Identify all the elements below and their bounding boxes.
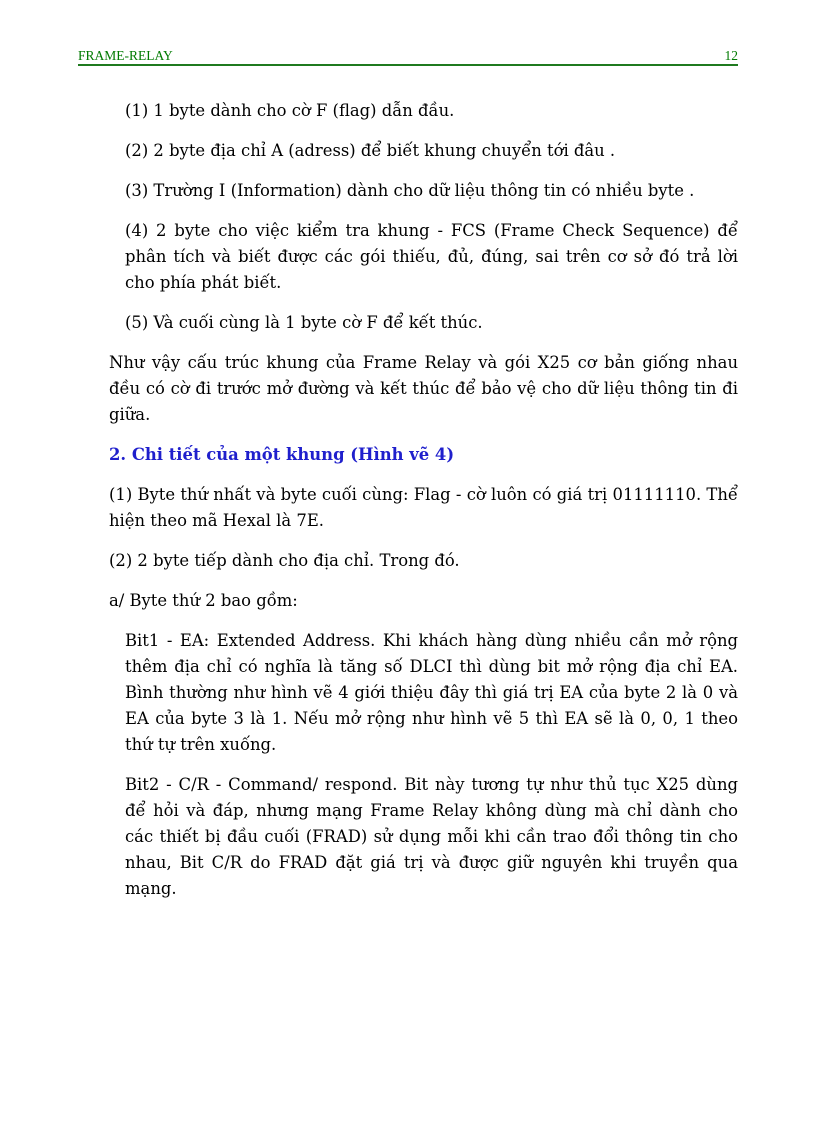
- list-item: (4) 2 byte cho việc kiểm tra khung - FCS (Frame Check Sequence) để phân tích và biết được các gói thiếu, đủ, đúng, sai trên cơ sở đó trả lời cho phía phát biết.: [125, 221, 738, 292]
- summary-paragraph: Như vậy cấu trúc khung của Frame Relay và gói X25 cơ bản giống nhau đều có cờ đi trước mở đường và kết thúc để bảo vệ cho dữ liệu thông tin đi giữa.: [109, 353, 738, 424]
- list-item: (5) Và cuối cùng là 1 byte cờ F để kết thúc.: [125, 313, 483, 332]
- header-title: FRAME-RELAY: [78, 48, 173, 63]
- document-body: [109, 98, 738, 916]
- page-header: [78, 48, 738, 66]
- detail-paragraph: a/ Byte thứ 2 bao gồm:: [109, 591, 298, 610]
- list-item: (1) 1 byte dành cho cờ F (flag) dẫn đầu.: [125, 101, 455, 120]
- detail-paragraph: (1) Byte thứ nhất và byte cuối cùng: Flag - cờ luôn có giá trị 01111110. Thể hiện theo mã Hexal là 7E.: [109, 485, 738, 530]
- bit-paragraph: Bit1 - EA: Extended Address. Khi khách hàng dùng nhiều cần mở rộng thêm địa chỉ có nghĩa là tăng số DLCI thì dùng bit mở rộng địa chỉ EA. Bình thường như hình vẽ 4 giới thiệu đây thì giá trị EA của byte 2 là 0 và EA của byte 3 là 1. Nếu mở rộng như hình vẽ 5 thì EA sẽ là 0, 0, 1 theo thứ tự trên xuống.: [125, 631, 738, 754]
- page-number: 12: [724, 48, 738, 63]
- bit-paragraph: Bit2 - C/R - Command/ respond. Bit này tương tự như thủ tục X25 dùng để hỏi và đáp, nhưng mạng Frame Relay không dùng mà chỉ dành cho các thiết bị đầu cuối (FRAD) sử dụng mỗi khi cần trao đổi thông tin cho nhau, Bit C/R do FRAD đặt giá trị và được giữ nguyên khi truyền qua mạng.: [125, 775, 738, 898]
- detail-paragraph: (2) 2 byte tiếp dành cho địa chỉ. Trong đó.: [109, 551, 460, 570]
- section-heading: 2. Chi tiết của một khung (Hình vẽ 4): [109, 445, 455, 464]
- list-item: (3) Trường I (Information) dành cho dữ liệu thông tin có nhiều byte .: [125, 181, 695, 200]
- list-item: (2) 2 byte địa chỉ A (adress) để biết khung chuyển tới đâu .: [125, 141, 616, 160]
